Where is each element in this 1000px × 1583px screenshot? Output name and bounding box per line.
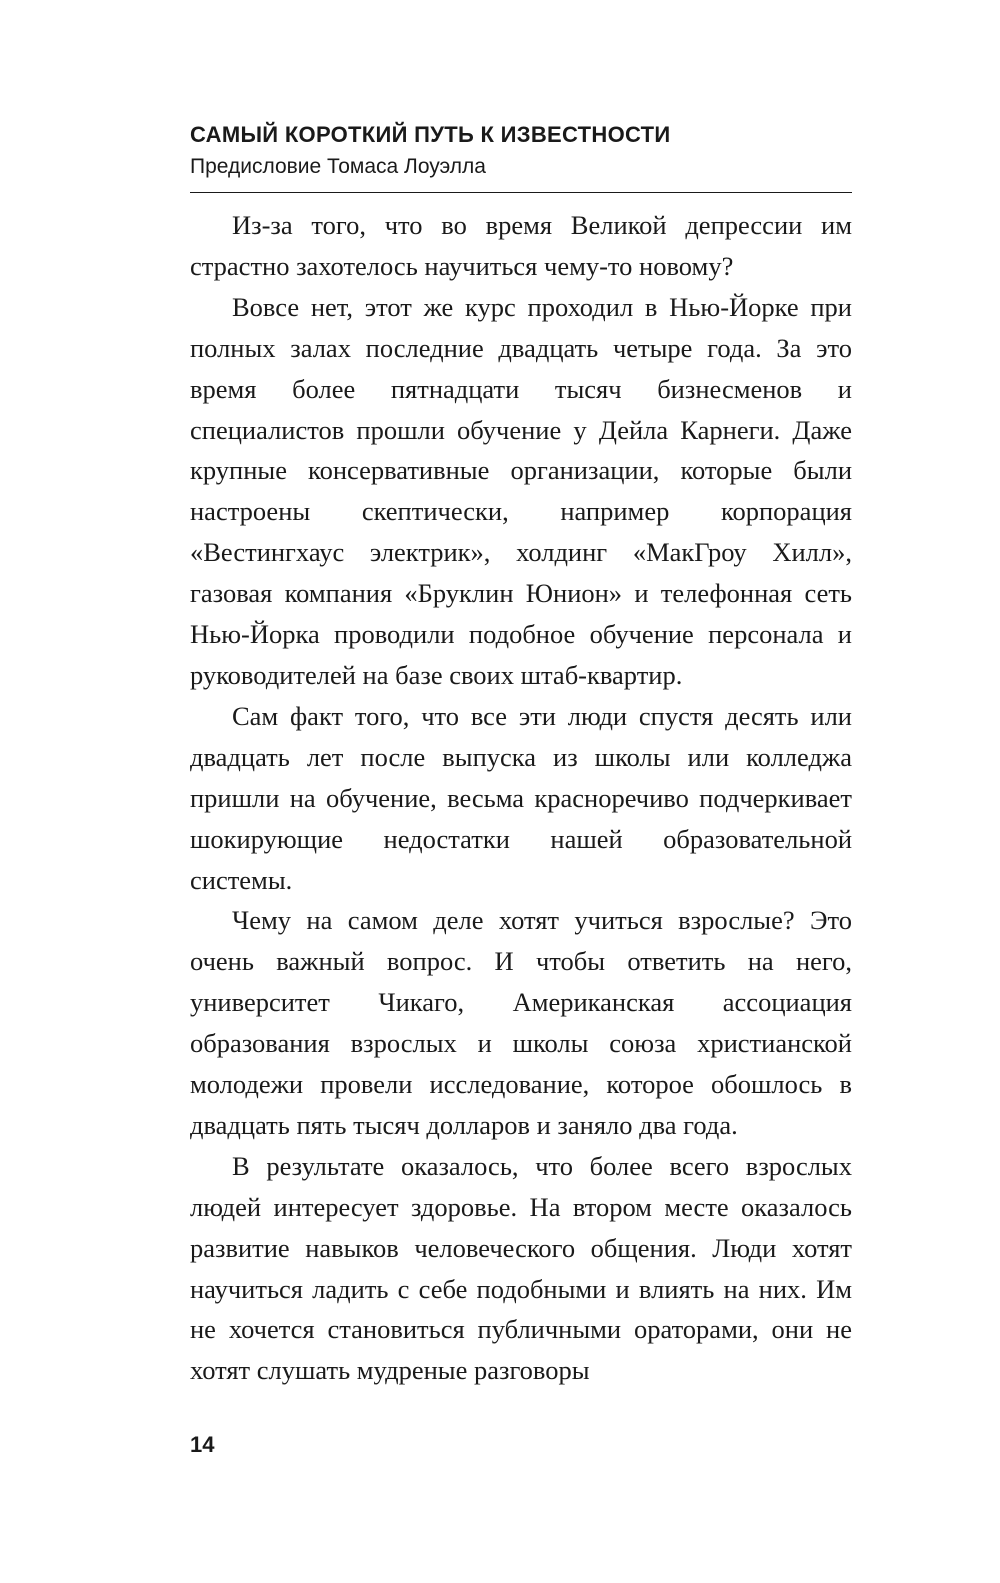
header-divider	[190, 192, 852, 193]
page-number: 14	[190, 1432, 215, 1457]
chapter-subtitle: Предисловие Томаса Лоуэлла	[190, 155, 486, 178]
paragraph: Из-за того, что во время Великой депрессии им страстно захотелось научиться чему-то новому?	[190, 210, 852, 281]
running-header	[190, 118, 852, 182]
paragraph: Чему на самом деле хотят учиться взрослые? Это очень важный вопрос. И чтобы ответить на него, университет Чикаго, Американская ассоциация образования взрослых и школы союза христианской молодежи провели исследование, которое обошлось в двадцать пять тысяч долларов и заняло два года.	[190, 905, 852, 1140]
paragraph: В результате оказалось, что более всего взрослых людей интересует здоровье. На втором месте оказалось развитие навыков человеческого общения. Люди хотят научиться ладить с себе подобными и влиять на них. Им не хочется становиться публичными ораторами, они не хотят слушать мудреные разговоры	[190, 1150, 852, 1386]
page-body	[190, 205, 852, 1391]
book-title: САМЫЙ КОРОТКИЙ ПУТЬ К ИЗВЕСТНОСТИ	[190, 122, 671, 147]
paragraph: Вовсе нет, этот же курс проходил в Нью-Йорке при полных залах последние двадцать четыре года. За это время более пятнадцати тысяч бизнесменов и специалистов прошли обучение у Дейла Карнеги. Даже крупные консервативные организации, которые были настроены скептически, например корпорация «Вестингхаус электрик», холдинг «МакГроу Хилл», газовая компания «Бруклин Юнион» и телефонная сеть Нью-Йорка проводили подобное обучение персонала и руководителей на базе своих штаб-квартир.	[190, 291, 852, 690]
paragraph: Сам факт того, что все эти люди спустя десять или двадцать лет после выпуска из школы или колледжа пришли на обучение, весьма красноречиво подчеркивает шокирующие недостатки нашей образовательной системы.	[190, 700, 852, 895]
